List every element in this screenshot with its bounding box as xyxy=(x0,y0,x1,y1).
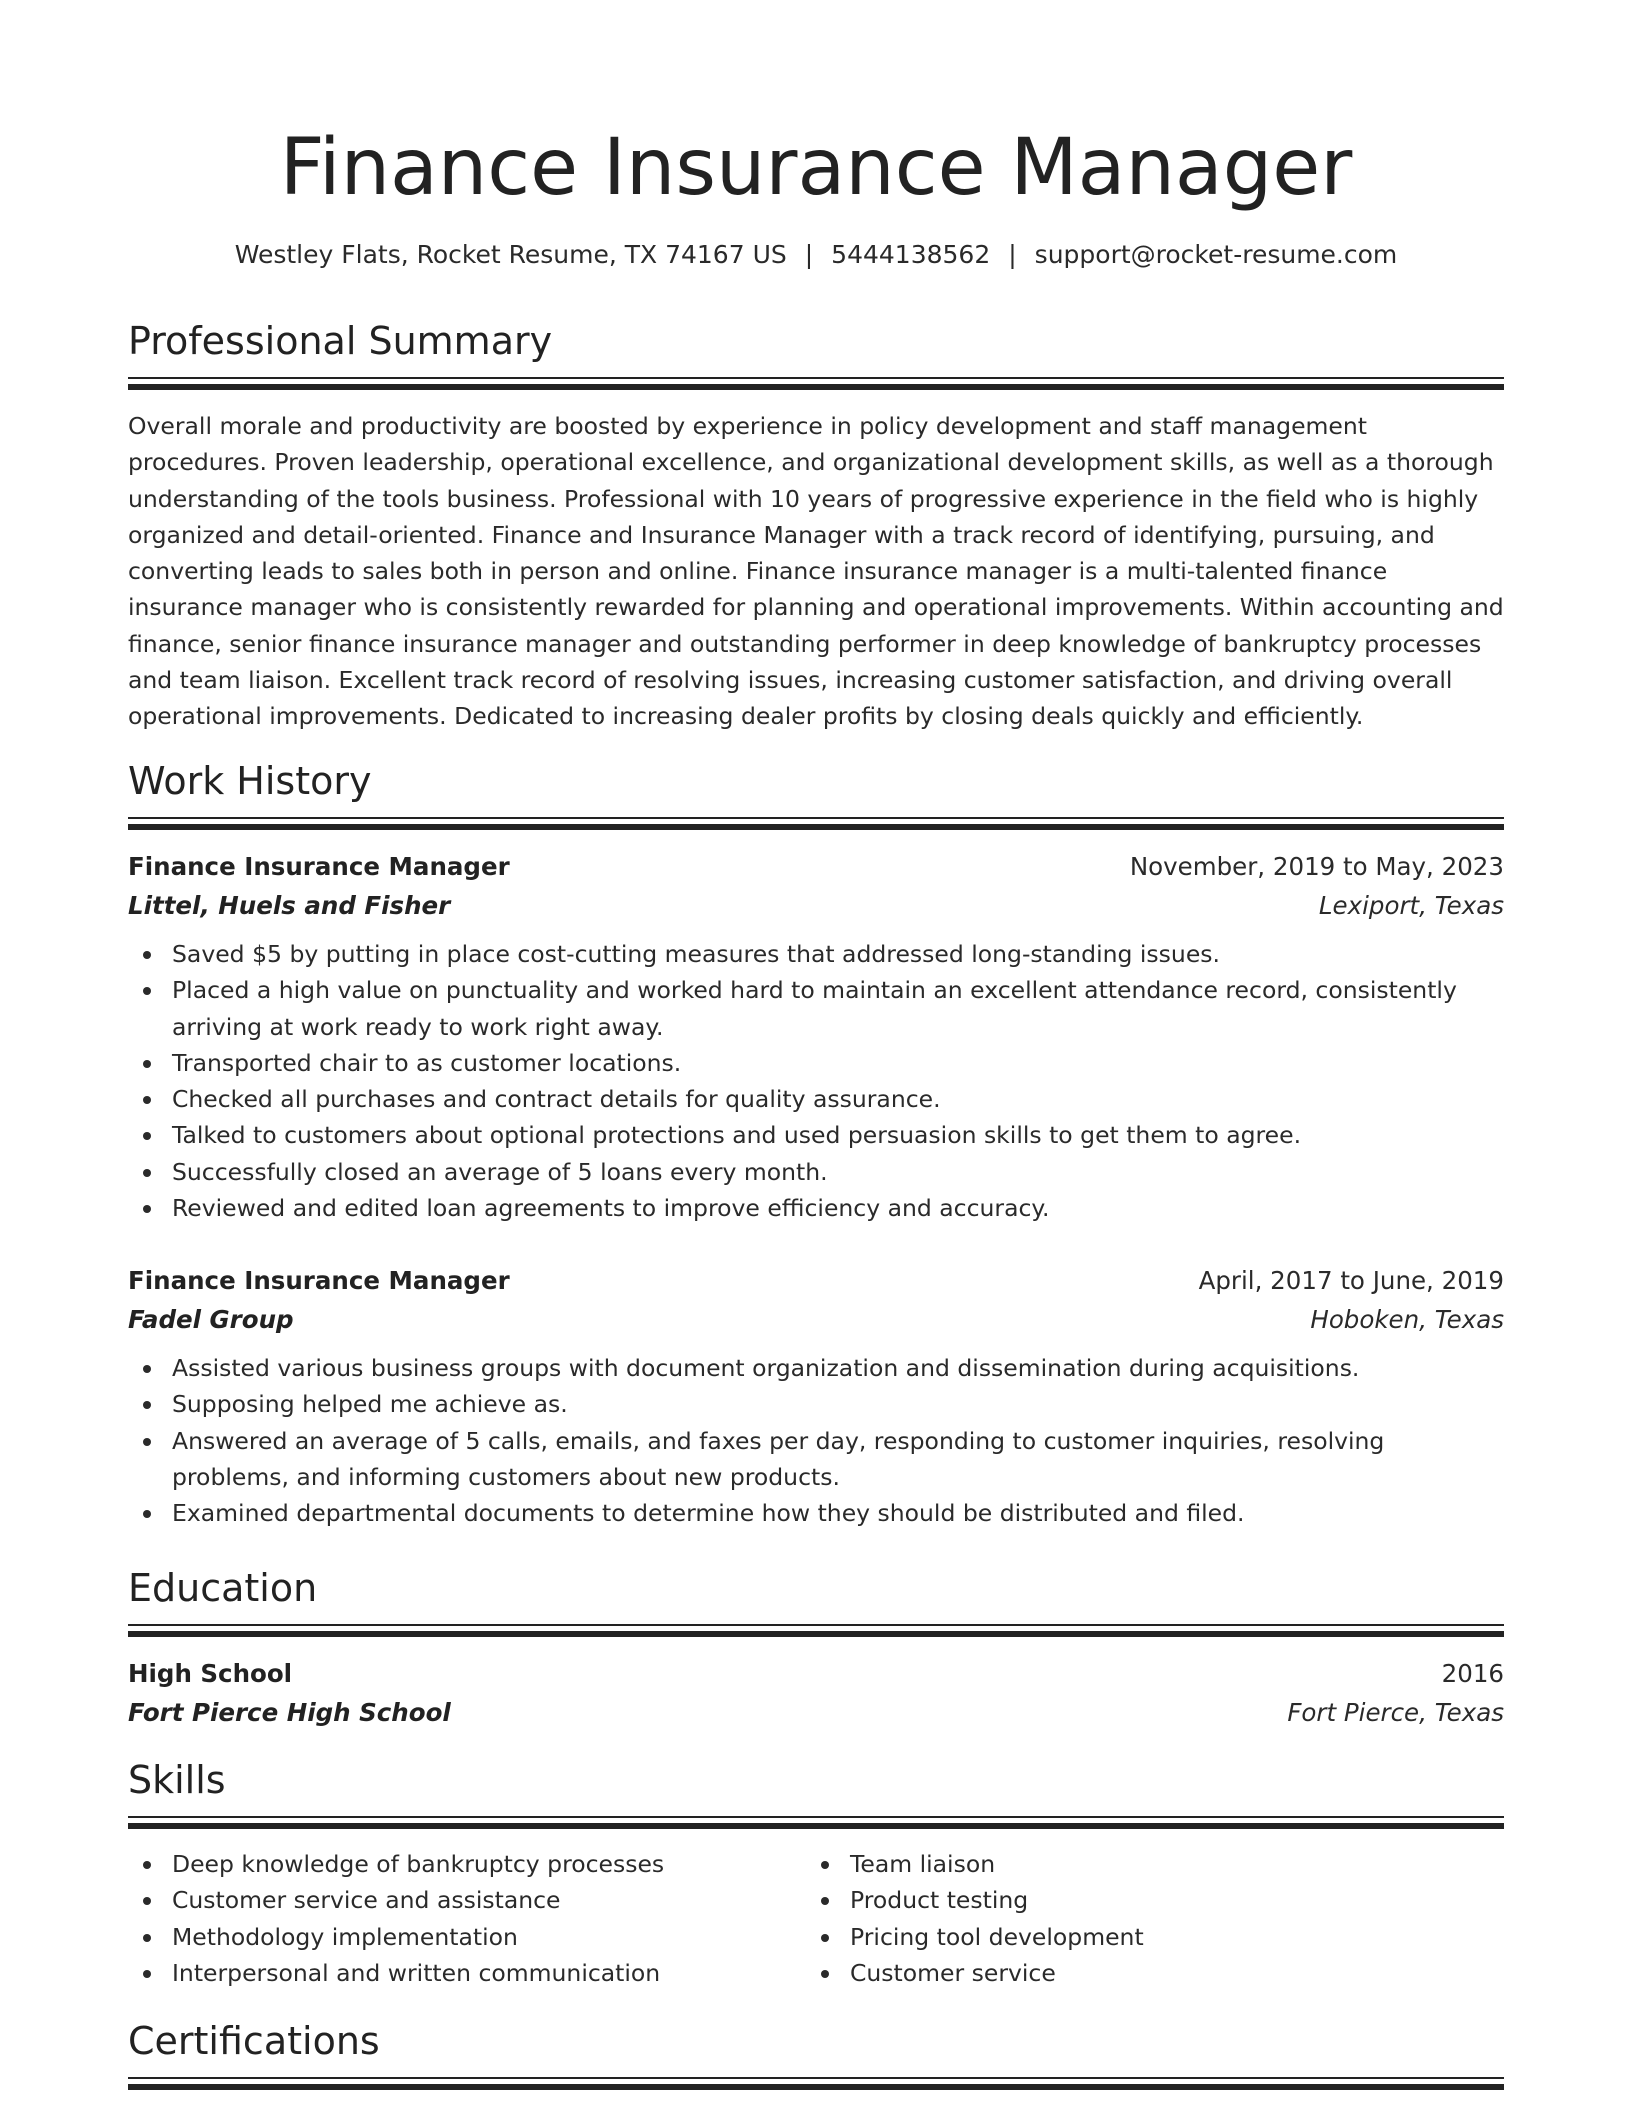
list-item: Reviewed and edited loan agreements to improve efficiency and accuracy. xyxy=(128,1190,1504,1226)
education-subheader xyxy=(128,1695,1504,1731)
section-title-work: Work History xyxy=(128,759,372,803)
skill-item: Pricing tool development xyxy=(806,1919,1632,1955)
section-title-certifications: Certifications xyxy=(128,2019,380,2063)
section-divider xyxy=(128,1816,1504,1829)
list-item: Saved $5 by putting in place cost-cutting measures that addressed long-standing issues. xyxy=(128,936,1504,972)
section-divider xyxy=(128,817,1504,830)
job-role: Finance Insurance Manager xyxy=(128,852,510,881)
skill-item: Team liaison xyxy=(806,1846,1632,1882)
contact-separator: | xyxy=(804,240,814,269)
contact-separator: | xyxy=(1008,240,1017,269)
job-company: Littel, Huels and Fisher xyxy=(128,891,451,920)
section-title-education: Education xyxy=(128,1566,318,1610)
job-role: Finance Insurance Manager xyxy=(128,1266,510,1295)
job-subheader xyxy=(128,1302,1504,1338)
list-item: Assisted various business groups with document organization and dissemination during acquisitions. xyxy=(128,1350,1504,1386)
contact-address: Westley Flats, Rocket Resume, TX 74167 US xyxy=(234,240,787,269)
education-year: 2016 xyxy=(1441,1659,1504,1688)
section-divider xyxy=(128,1624,1504,1637)
skill-item: Customer service xyxy=(806,1955,1632,1991)
job-dates: April, 2017 to June, 2019 xyxy=(1198,1266,1504,1295)
skill-item: Product testing xyxy=(806,1882,1632,1918)
education-location: Fort Pierce, Texas xyxy=(1287,1698,1504,1727)
job-dates: November, 2019 to May, 2023 xyxy=(1129,852,1504,881)
job-company: Fadel Group xyxy=(128,1305,294,1334)
education-header xyxy=(128,1656,1504,1692)
list-item: Examined departmental documents to determine how they should be distributed and filed. xyxy=(128,1495,1504,1531)
list-item: Transported chair to as customer locations. xyxy=(128,1045,1504,1081)
section-title-skills: Skills xyxy=(128,1758,226,1802)
skill-item: Interpersonal and written communication xyxy=(128,1955,1504,1991)
job-subheader xyxy=(128,888,1504,924)
list-item: Supposing helped me achieve as. xyxy=(128,1386,1504,1422)
education-degree: High School xyxy=(128,1659,293,1688)
section-divider xyxy=(128,2077,1504,2090)
list-item: Successfully closed an average of 5 loans every month. xyxy=(128,1154,1504,1190)
contact-phone: 5444138562 xyxy=(831,240,991,269)
list-item: Talked to customers about optional protections and used persuasion skills to get them to agree. xyxy=(128,1117,1504,1153)
job-header xyxy=(128,1263,1504,1299)
contact-line xyxy=(128,238,1504,272)
job-bullets xyxy=(128,936,1504,1226)
skill-item: Methodology implementation xyxy=(128,1919,1504,1955)
job-location: Lexiport, Texas xyxy=(1318,891,1504,920)
job-bullets xyxy=(128,1350,1504,1531)
contact-email: support@rocket-resume.com xyxy=(1034,240,1398,269)
skill-item: Customer service and assistance xyxy=(128,1882,1504,1918)
list-item: Placed a high value on punctuality and worked hard to maintain an excellent attendance record, consistently arriving at work ready to work right away. xyxy=(128,972,1504,1045)
section-title-summary: Professional Summary xyxy=(128,319,553,363)
education-school: Fort Pierce High School xyxy=(128,1698,451,1727)
list-item: Answered an average of 5 calls, emails, and faxes per day, responding to customer inquiries, resolving problems, and informing customers about new products. xyxy=(128,1423,1504,1496)
section-divider xyxy=(128,377,1504,390)
job-location: Hoboken, Texas xyxy=(1310,1305,1504,1334)
resume-name: Finance Insurance Manager xyxy=(279,123,1353,213)
list-item: Checked all purchases and contract details for quality assurance. xyxy=(128,1081,1504,1117)
job-header xyxy=(128,849,1504,885)
skills-list-right xyxy=(806,1846,1632,1991)
skill-item: Deep knowledge of bankruptcy processes xyxy=(128,1846,1504,1882)
summary-text: Overall morale and productivity are boosted by experience in policy development and staff management procedures. Proven leadership, operational excellence, and organizational development skills, as well as a thorough understanding of the tools business. Professional with 10 years of progressive experience in the field who is highly organized and detail-oriented. Finance and Insurance Manager with a track record of identifying, pursuing, and converting leads to sales both in person and online. Finance insurance manager is a multi-talented finance insurance manager who is consistently rewarded for planning and operational improvements. Within accounting and finance, senior finance insurance manager and outstanding performer in deep knowledge of bankruptcy processes and team liaison. Excellent track record of resolving issues, increasing customer satisfaction, and driving overall operational improvements. Dedicated to increasing dealer profits by closing deals quickly and efficiently. xyxy=(128,412,1504,731)
